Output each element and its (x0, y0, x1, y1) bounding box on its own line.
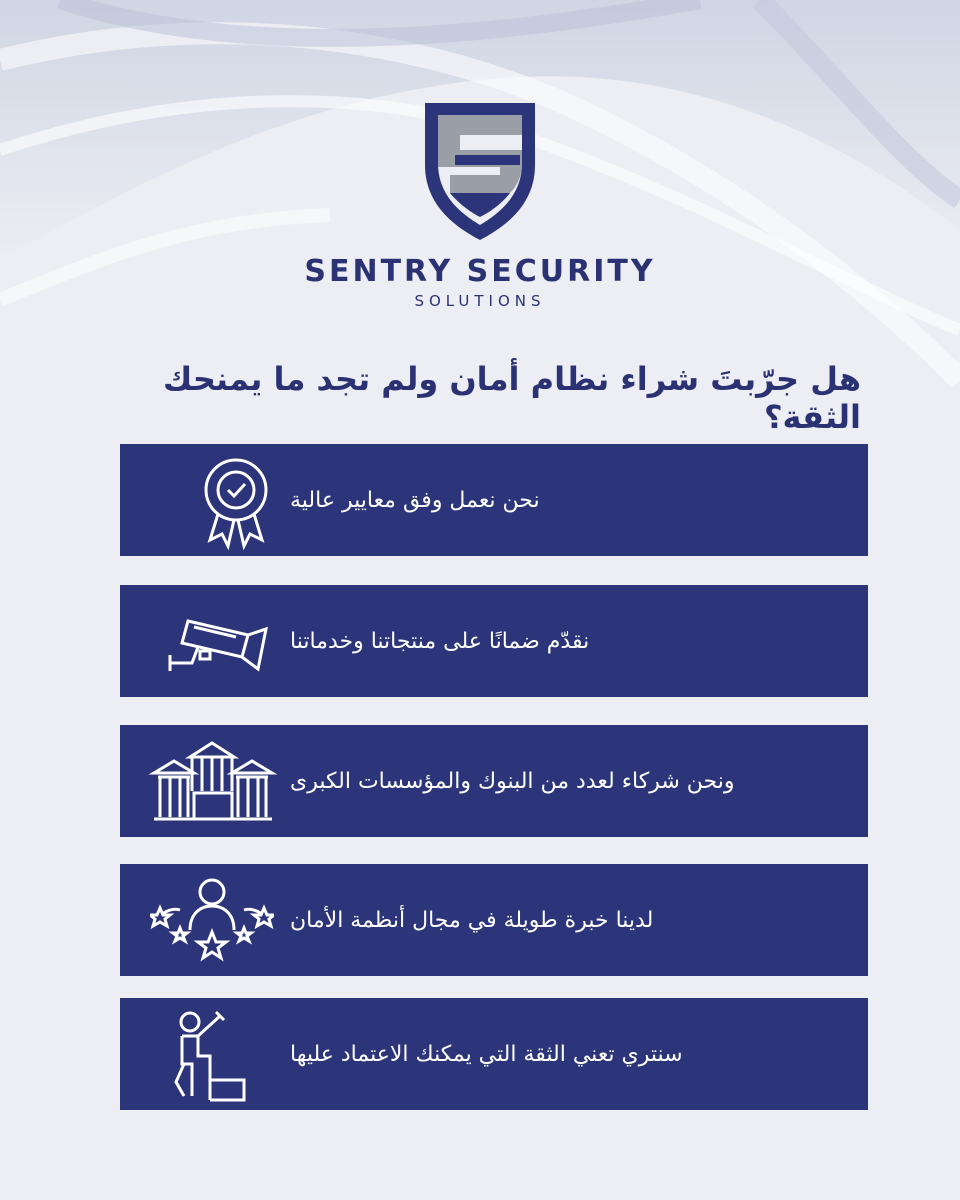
feature-card-text: لدينا خبرة طويلة في مجال أنظمة الأمان (290, 907, 654, 933)
shield-s-logo-icon (380, 95, 580, 245)
leader-podium-icon (154, 1004, 278, 1104)
feature-card-experience (120, 864, 868, 976)
feature-card-text: نقدّم ضمانًا على منتجاتنا وخدماتنا (290, 628, 590, 654)
feature-card-text: ونحن شركاء لعدد من البنوك والمؤسسات الكبرى (290, 768, 735, 794)
feature-card-warranty (120, 585, 868, 697)
security-camera-icon (158, 591, 282, 691)
certificate-badge-icon (174, 450, 298, 550)
person-stars-icon (150, 870, 274, 970)
feature-card-text: نحن نعمل وفق معايير عالية (290, 487, 540, 513)
bank-building-icon (148, 731, 278, 831)
brand-name: SENTRY SECURITY (304, 254, 656, 289)
page-title: هل جرّبتَ شراء نظام أمان ولم تجد ما يمنحك الثقة؟ (163, 360, 861, 436)
feature-card-trust (120, 998, 868, 1110)
feature-card-text: سنتري تعني الثقة التي يمكنك الاعتماد عليها (290, 1041, 683, 1067)
feature-card-standards (120, 444, 868, 556)
brand-subtitle: SOLUTIONS (414, 292, 546, 310)
feature-card-partners (120, 725, 868, 837)
